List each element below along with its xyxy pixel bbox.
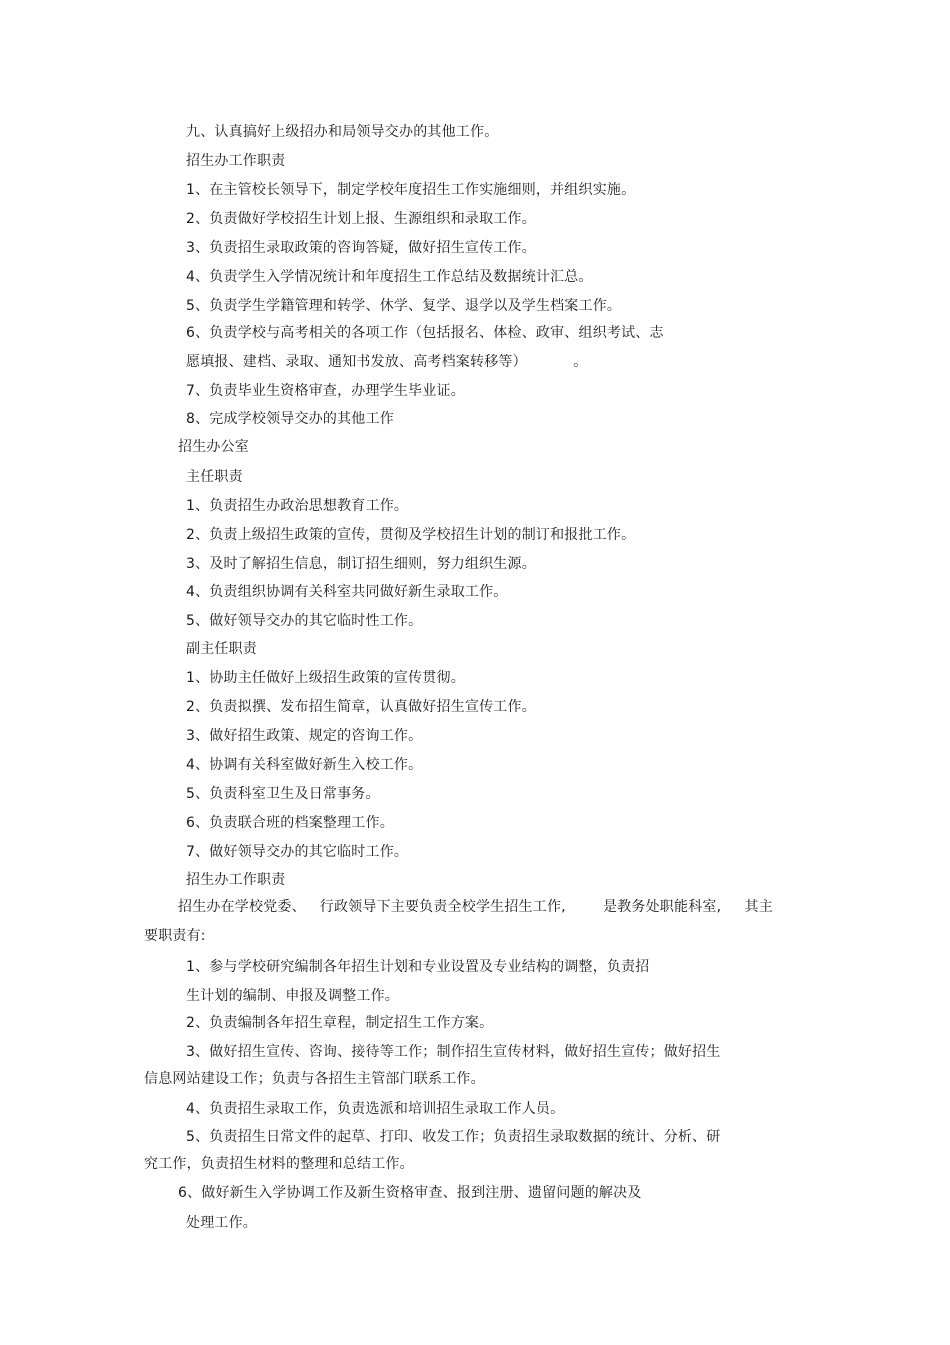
text-line: 愿填报、建档、录取、通知书发放、高考档案转移等） 。 — [186, 354, 588, 370]
text-line: 5、负责科室卫生及日常事务。 — [186, 786, 380, 802]
text-line: 1、负责招生办政治思想教育工作。 — [186, 498, 409, 514]
text-line: 1、在主管校长领导下，制定学校年度招生工作实施细则，并组织实施。 — [186, 182, 636, 198]
text-line: 4、负责招生录取工作，负责选派和培训招生录取工作人员。 — [186, 1101, 565, 1117]
text-line: 要职责有: — [144, 928, 206, 944]
text-line: 3、做好招生宣传、咨询、接待等工作；制作招生宣传材料，做好招生宣传；做好招生 — [186, 1044, 721, 1060]
text-line: 2、负责上级招生政策的宣传，贯彻及学校招生计划的制订和报批工作。 — [186, 527, 636, 543]
text-line: 九、认真搞好上级招办和局领导交办的其他工作。 — [186, 124, 499, 140]
text-line: 5、负责招生日常文件的起草、打印、收发工作；负责招生录取数据的统计、分析、研 — [186, 1129, 721, 1145]
text-line: 6、做好新生入学协调工作及新生资格审查、报到注册、遗留问题的解决及 — [178, 1185, 642, 1201]
text-line: 4、负责组织协调有关科室共同做好新生录取工作。 — [186, 584, 508, 600]
text-line: 1、参与学校研究编制各年招生计划和专业设置及专业结构的调整，负责招 — [186, 959, 650, 975]
section-heading: 副主任职责 — [186, 641, 257, 657]
section-heading: 招生办工作职责 — [186, 872, 286, 888]
text-line: 5、做好领导交办的其它临时性工作。 — [186, 613, 423, 629]
section-heading: 招生办公室 — [178, 439, 249, 455]
text-line: 4、协调有关科室做好新生入校工作。 — [186, 757, 423, 773]
section-heading: 主任职责 — [186, 469, 243, 485]
text-line: 2、负责拟撰、发布招生简章，认真做好招生宣传工作。 — [186, 699, 536, 715]
section-heading: 招生办工作职责 — [186, 153, 286, 169]
text-line: 招生办在学校党委、 行政领导下主要负责全校学生招生工作, 是教务处职能科室, 其主 — [178, 899, 773, 915]
text-line: 3、做好招生政策、规定的咨询工作。 — [186, 728, 423, 744]
text-line: 处理工作。 — [186, 1215, 257, 1231]
text-line: 4、负责学生入学情况统计和年度招生工作总结及数据统计汇总。 — [186, 269, 593, 285]
text-line: 5、负责学生学籍管理和转学、休学、复学、退学以及学生档案工作。 — [186, 298, 622, 314]
text-line: 究工作，负责招生材料的整理和总结工作。 — [144, 1156, 414, 1172]
text-line: 3、及时了解招生信息，制订招生细则，努力组织生源。 — [186, 556, 536, 572]
text-line: 2、负责做好学校招生计划上报、生源组织和录取工作。 — [186, 211, 536, 227]
text-line: 生计划的编制、申报及调整工作。 — [186, 988, 399, 1004]
text-line: 6、负责联合班的档案整理工作。 — [186, 815, 394, 831]
text-line: 7、负责毕业生资格审查，办理学生毕业证。 — [186, 383, 465, 399]
text-line: 6、负责学校与高考相关的各项工作（包括报名、体检、政审、组织考试、志 — [186, 325, 664, 341]
text-line: 2、负责编制各年招生章程，制定招生工作方案。 — [186, 1015, 494, 1031]
text-line: 信息网站建设工作；负责与各招生主管部门联系工作。 — [144, 1071, 485, 1087]
text-line: 1、协助主任做好上级招生政策的宣传贯彻。 — [186, 670, 465, 686]
text-line: 7、做好领导交办的其它临时工作。 — [186, 844, 409, 860]
text-line: 3、负责招生录取政策的咨询答疑，做好招生宣传工作。 — [186, 240, 536, 256]
text-line: 8、完成学校领导交办的其他工作 — [186, 411, 394, 427]
